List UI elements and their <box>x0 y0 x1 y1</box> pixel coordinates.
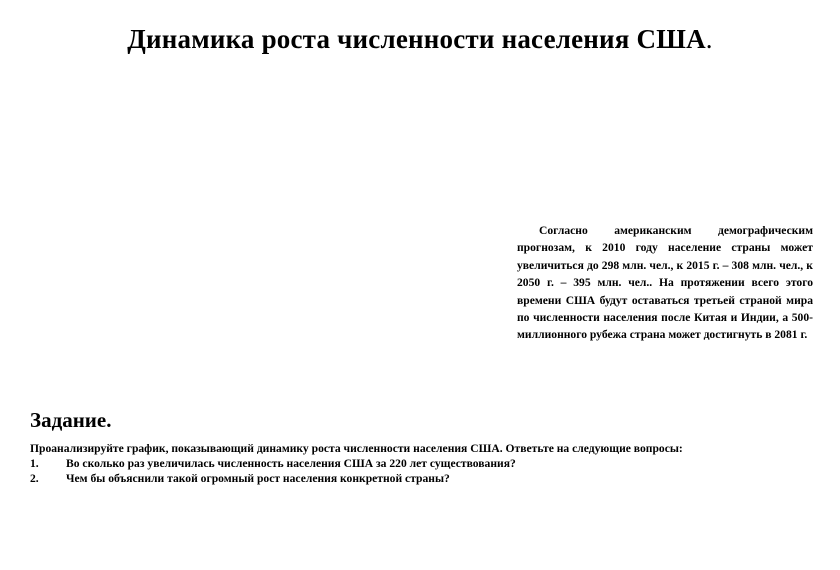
task-heading: Задание. <box>30 408 112 432</box>
page-title-text: Динамика роста численности населения США <box>127 24 706 54</box>
page-title-dot: . <box>705 24 713 54</box>
page-title <box>0 24 840 55</box>
question-number: 1. <box>30 457 39 470</box>
task-intro: Проанализируйте график, показывающий динамику роста численности населения США. Ответьте на следующие вопросы: <box>30 442 683 455</box>
task-block <box>30 441 800 486</box>
question-item <box>30 471 800 486</box>
info-paragraph: Согласно американским демографическим прогнозам, к 2010 году население страны может увеличиться до 298 млн. чел., к 2015 г. – 308 млн. чел., к 2050 г. – 395 млн. чел.. На протяжении всего этого времени США будут оставаться третьей страной мира по численности населения после Китая и Индии, а 500-миллионного рубежа страна может достигнуть в 2081 г. <box>517 224 813 342</box>
question-text: Чем бы объяснили такой огромный рост населения конкретной страны? <box>66 472 450 485</box>
question-text: Во сколько раз увеличилась численность населения США за 220 лет существования? <box>66 457 516 470</box>
question-item <box>30 456 800 471</box>
question-number: 2. <box>30 472 39 485</box>
